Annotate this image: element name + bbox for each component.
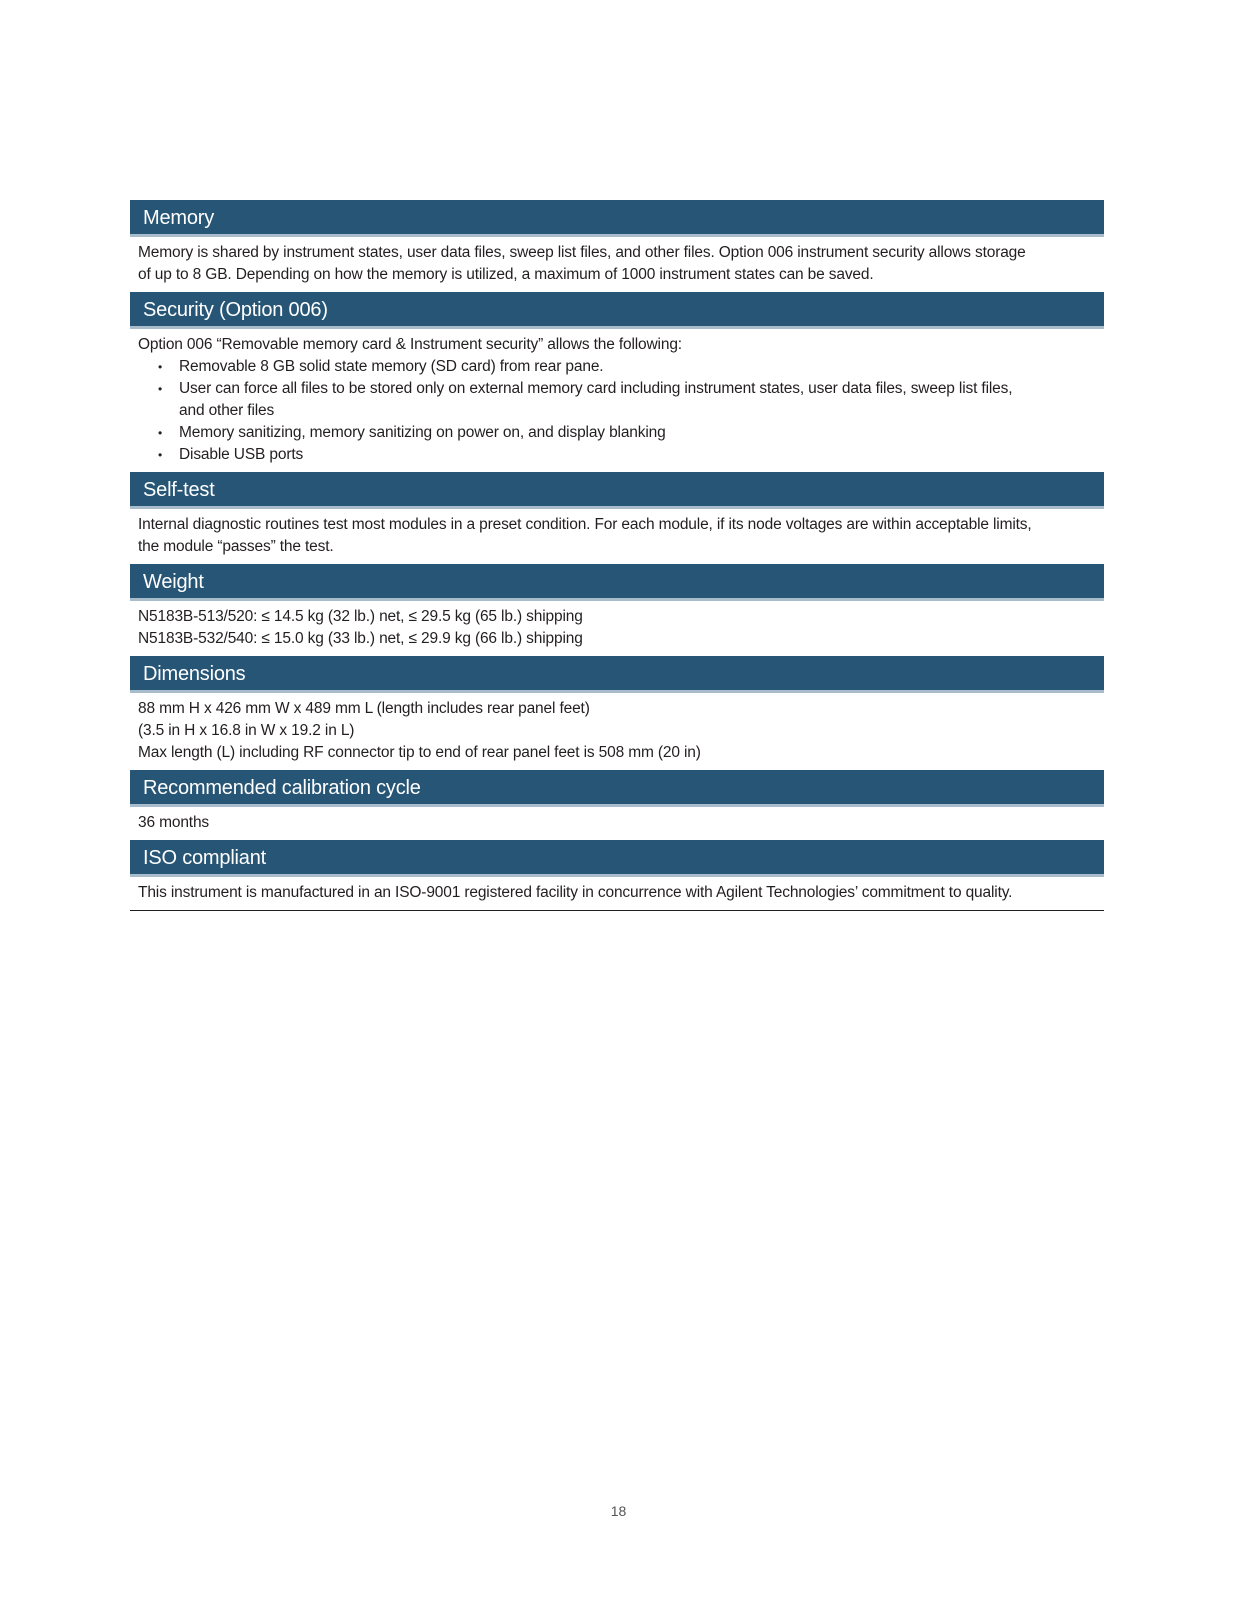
body-line: of up to 8 GB. Depending on how the memory is utilized, a maximum of 1000 instrument states can be saved. xyxy=(138,266,874,283)
body-line: This instrument is manufactured in an ISO-9001 registered facility in concurrence with Agilent Technologies’ commitment to quality. xyxy=(138,884,1013,901)
section-title-weight: Weight xyxy=(130,564,1104,601)
list-item xyxy=(138,378,1096,422)
body-line: 36 months xyxy=(138,814,210,831)
section-body-dimensions xyxy=(130,693,1104,770)
list-item-continuation: and other files xyxy=(179,402,275,419)
body-line: Internal diagnostic routines test most modules in a preset condition. For each module, if its node voltages are within acceptable limits, xyxy=(138,516,1032,533)
body-line: Memory is shared by instrument states, user data files, sweep list files, and other files. Option 006 instrument security allows storage xyxy=(138,244,1026,261)
list-item xyxy=(138,422,1096,444)
body-line: N5183B-513/520: ≤ 14.5 kg (32 lb.) net, ≤ 29.5 kg (65 lb.) shipping xyxy=(138,608,583,625)
section-title-dimensions: Dimensions xyxy=(130,656,1104,693)
list-item xyxy=(138,356,1096,378)
list-item-text: Removable 8 GB solid state memory (SD card) from rear pane. xyxy=(179,358,604,375)
list-item-text: Memory sanitizing, memory sanitizing on power on, and display blanking xyxy=(179,424,666,441)
body-line: (3.5 in H x 16.8 in W x 19.2 in L) xyxy=(138,722,355,739)
body-line: Option 006 “Removable memory card & Instrument security” allows the following: xyxy=(138,336,682,353)
section-body-memory xyxy=(130,237,1104,292)
section-memory xyxy=(130,200,1104,292)
section-selftest xyxy=(130,472,1104,564)
section-title-calibration: Recommended calibration cycle xyxy=(130,770,1104,807)
section-body-iso xyxy=(130,877,1104,910)
section-body-selftest xyxy=(130,509,1104,564)
section-body-calibration xyxy=(130,807,1104,840)
section-title-iso: ISO compliant xyxy=(130,840,1104,877)
section-weight xyxy=(130,564,1104,656)
section-body-weight xyxy=(130,601,1104,656)
list-item-text: Disable USB ports xyxy=(179,446,304,463)
spec-sections xyxy=(130,200,1104,911)
body-line: the module “passes” the test. xyxy=(138,538,334,555)
body-line: Max length (L) including RF connector tip to end of rear panel feet is 508 mm (20 in) xyxy=(138,744,701,761)
body-line: N5183B-532/540: ≤ 15.0 kg (33 lb.) net, ≤ 29.9 kg (66 lb.) shipping xyxy=(138,630,583,647)
section-security xyxy=(130,292,1104,472)
list-item xyxy=(138,444,1096,466)
section-dimensions xyxy=(130,656,1104,770)
section-title-selftest: Self-test xyxy=(130,472,1104,509)
page-number: 18 xyxy=(610,1503,627,1519)
body-line: 88 mm H x 426 mm W x 489 mm L (length includes rear panel feet) xyxy=(138,700,590,717)
section-iso xyxy=(130,840,1104,911)
security-bullet-list xyxy=(138,356,1096,466)
section-title-security: Security (Option 006) xyxy=(130,292,1104,329)
section-title-memory: Memory xyxy=(130,200,1104,237)
list-item-text: User can force all files to be stored only on external memory card including instrument states, user data files, sweep list files, xyxy=(179,380,1013,397)
section-body-security xyxy=(130,329,1104,472)
section-calibration xyxy=(130,770,1104,840)
